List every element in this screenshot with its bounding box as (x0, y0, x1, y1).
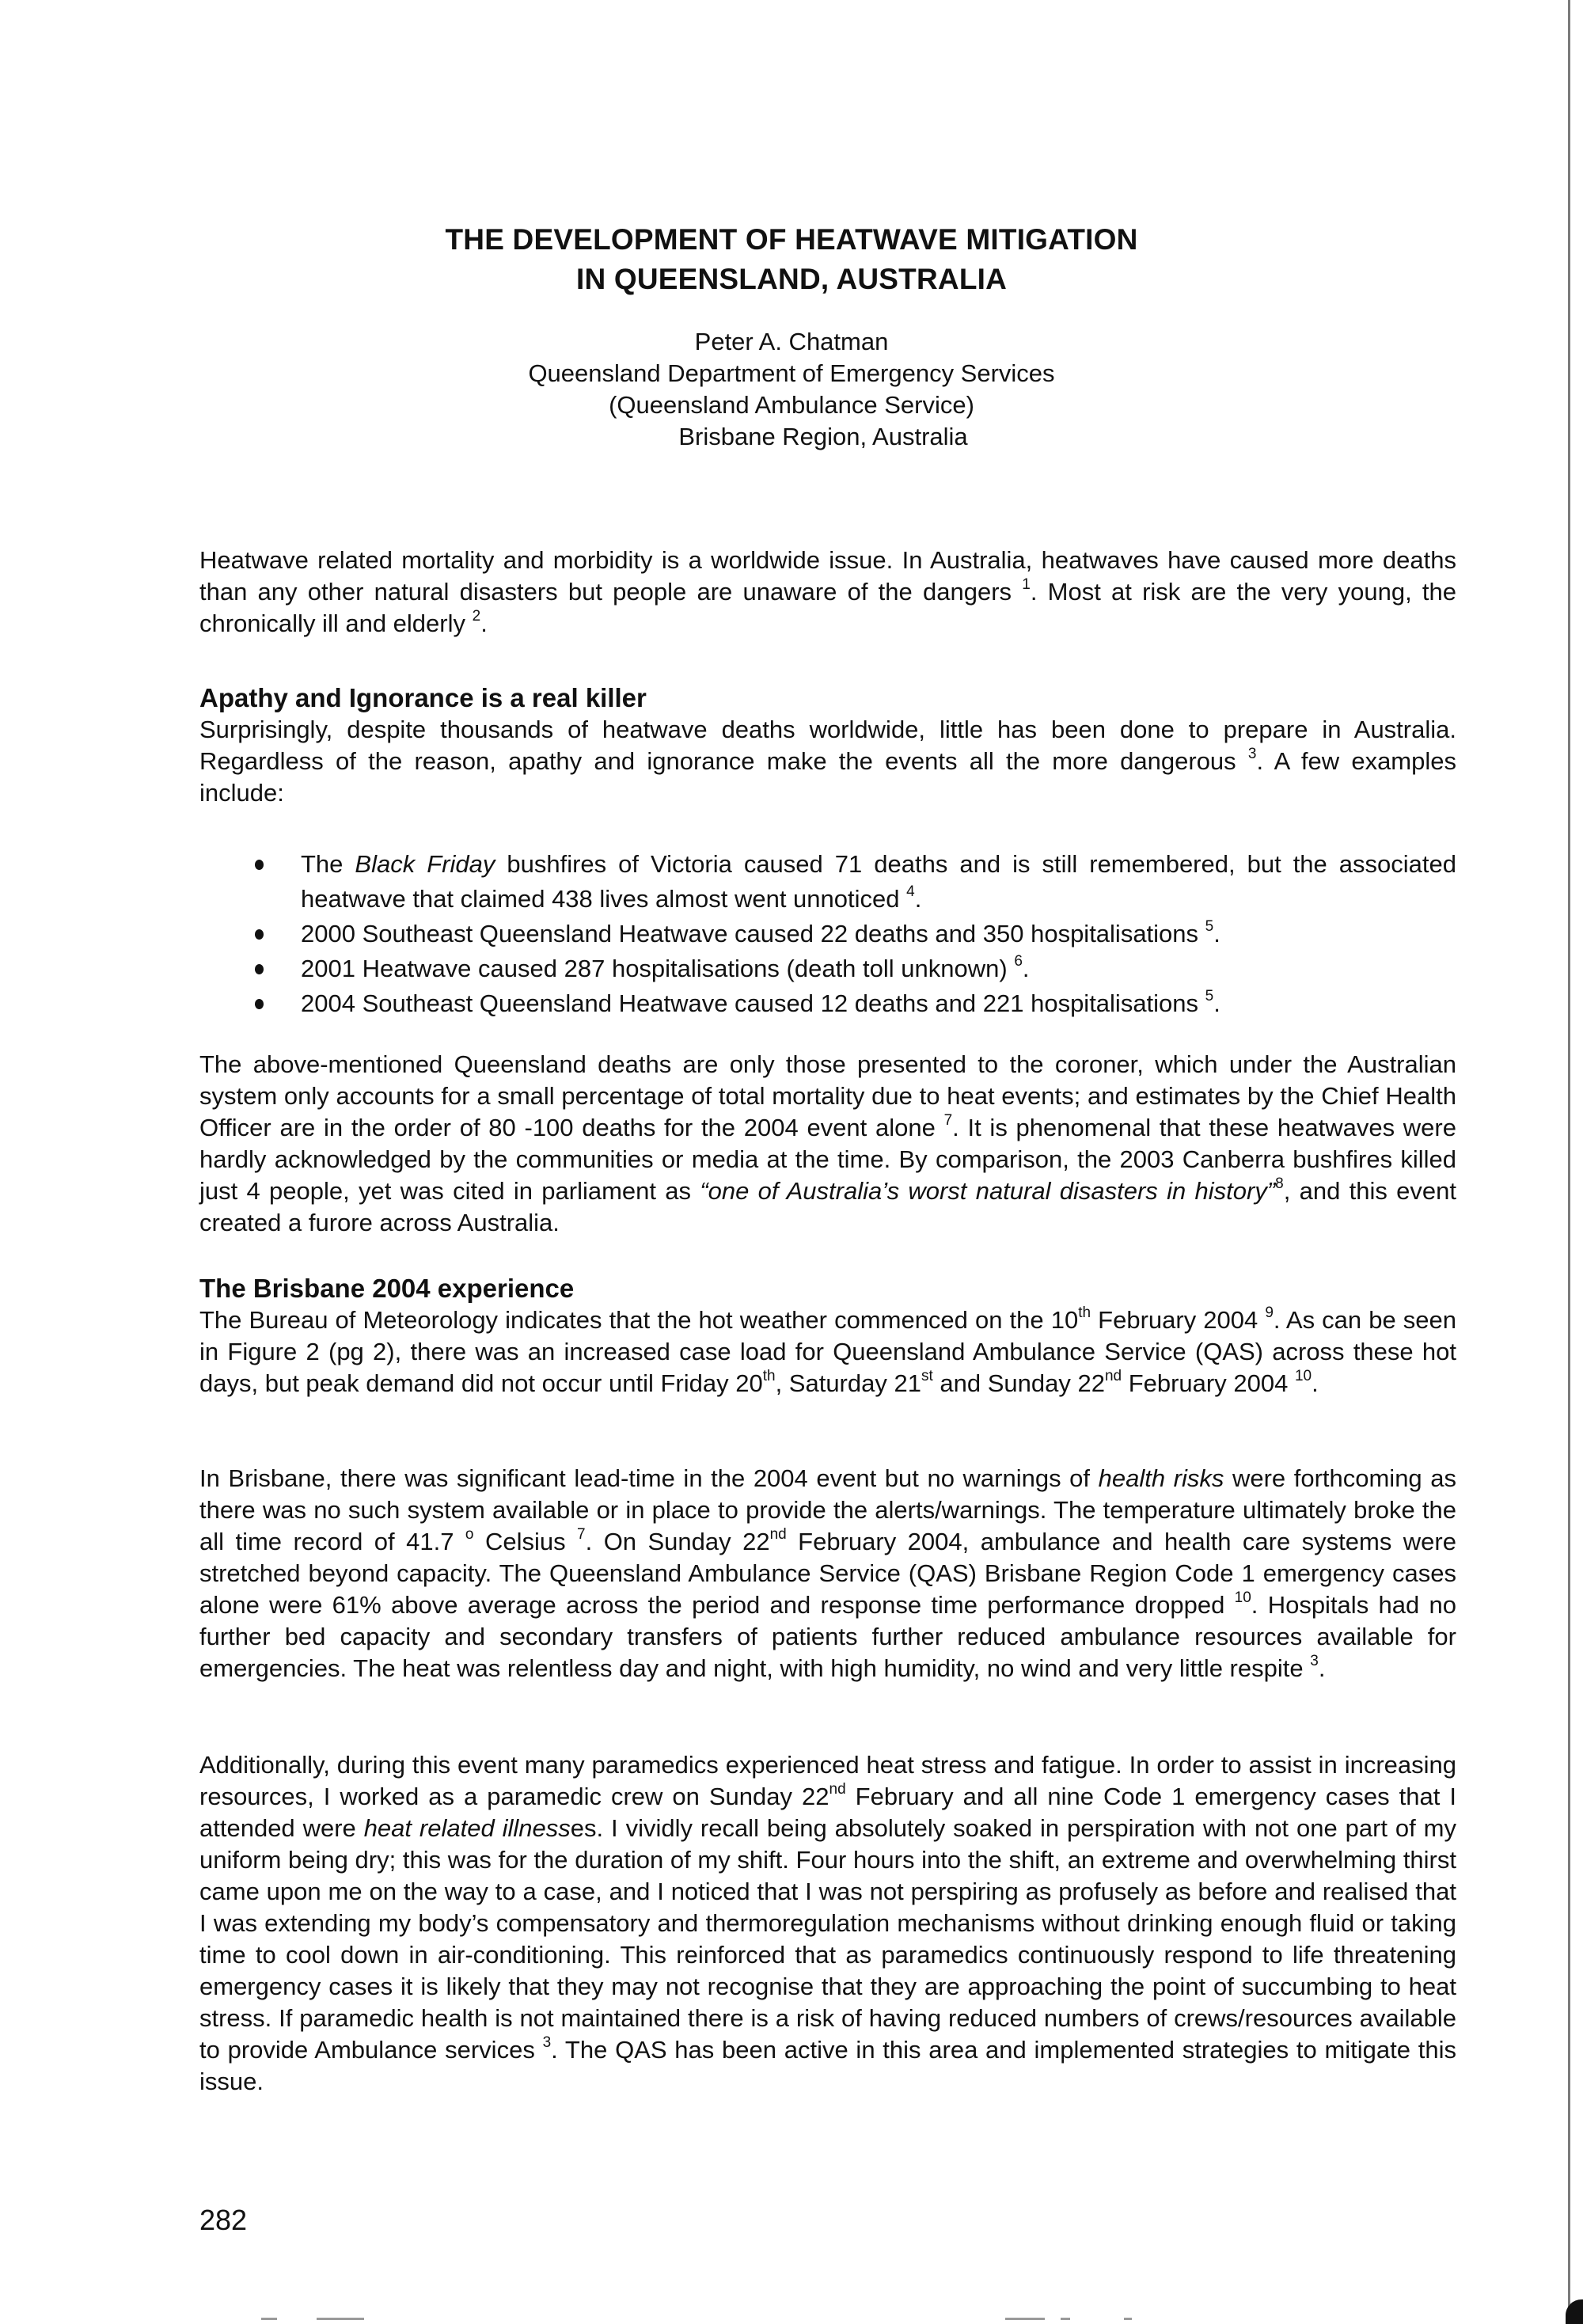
paragraph-text: Surprisingly, despite thousands of heatwave deaths worldwide, little has been done to prepare in Australia. Regardless of the reason, apathy and ignorance make the events all the more dangerous (199, 716, 1456, 775)
emphasis-text: health risks (1098, 1464, 1224, 1492)
ordinal-suffix: th (1078, 1304, 1091, 1321)
paragraph-text: In Brisbane, there was significant lead-time in the 2004 event but no warnings of (199, 1464, 1099, 1492)
list-item-text: . (1213, 920, 1220, 947)
paragraph-text: es. I vividly recall being absolutely soaked in perspiration with not one part of my uniform being dry; this was for the duration of my shift. Four hours into the shift, an extreme and overwhelming thirst came upon me on the way to a case, and I noticed that I was not perspiring as profusely as before and realised that I was extending my body’s compensatory and thermoregulation mechanisms without drinking enough fluid or taking time to cool down in air-conditioning. This reinforced that as paramedics continuously respond to life threatening emergency cases it is likely that they may not recognise that they are approaching the point of succumbing to heat stress. If paramedic health is not maintained there is a risk of having reduced numbers of crews/resources available to provide Ambulance services (199, 1814, 1457, 2064)
author-region: Brisbane Region, Australia (678, 423, 968, 450)
list-item-text: bushfires of Victoria caused 71 deaths and is still remembered, but the associated heatwave that claimed 438 lives almost went unnoticed (301, 850, 1456, 913)
citation-ref: 6 (1014, 953, 1023, 970)
author-service: (Queensland Ambulance Service) (609, 391, 974, 419)
list-item-text: . (1213, 989, 1220, 1017)
list-item (199, 917, 1456, 951)
intro-text: Heatwave related mortality and morbidity is a worldwide issue. In Australia, heatwaves have caused more deaths than any other natural disasters but people are unaware of the dangers (199, 546, 1456, 606)
list-item-text: . (914, 885, 922, 913)
author-name: Peter A. Chatman (694, 328, 889, 355)
examples-list (199, 847, 1456, 1021)
section-brisbane (199, 1273, 1456, 1399)
citation-ref: 3 (1310, 1653, 1319, 1669)
page-number: 282 (199, 2204, 248, 2236)
intro-text: . (480, 609, 488, 637)
citation-ref: 10 (1294, 1368, 1312, 1384)
paragraph-text: . On Sunday 22 (585, 1528, 770, 1555)
paragraph-text: . As can be seen in Figure 2 (pg 2), there was an increased case load for Queensland Ambulance Service (QAS) across these hot days, but peak demand did not occur until Friday 20 (199, 1306, 1456, 1397)
citation-ref: 3 (542, 2034, 552, 2051)
list-item-italic: Black Friday (355, 850, 495, 878)
paragraph-text: . A few examples include: (199, 747, 1456, 807)
ordinal-suffix: st (921, 1368, 933, 1384)
paragraph-text: , and this event created a furore across Australia. (199, 1177, 1456, 1236)
paragraph-text: The above-mentioned Queensland deaths are only those presented to the coroner, which under the Australian system only accounts for a small percentage of total mortality due to heat events; and estimates by the Chief Health Officer are in the order of 80 -100 deaths for the 2004 event alone (199, 1050, 1456, 1141)
ordinal-suffix: nd (769, 1526, 787, 1543)
section-apathy (199, 682, 1456, 809)
list-item-text: The (301, 850, 355, 878)
author-department: Queensland Department of Emergency Services (528, 359, 1055, 387)
list-item-text: 2000 Southeast Queensland Heatwave caused 22 deaths and 350 hospitalisations (301, 920, 1205, 947)
list-item-text: 2004 Southeast Queensland Heatwave caused 12 deaths and 221 hospitalisations (301, 989, 1205, 1017)
paragraph-text: , Saturday 21 (775, 1369, 921, 1397)
citation-ref: 8 (1275, 1175, 1284, 1192)
intro-paragraph (199, 545, 1456, 640)
degree-symbol: o (465, 1526, 474, 1543)
paragraph-text: February and all nine Code 1 emergency cases that I attended were (199, 1783, 1456, 1842)
title-line-1: THE DEVELOPMENT OF HEATWAVE MITIGATION (445, 223, 1138, 256)
list-item (199, 986, 1456, 1021)
paragraph-text: The Bureau of Meteorology indicates that the hot weather commenced on the 10 (199, 1306, 1079, 1334)
list-item (199, 951, 1456, 986)
ordinal-suffix: th (762, 1368, 776, 1384)
intro-text: . Most at risk are the very young, the chronically ill and elderly (199, 578, 1456, 637)
list-item-text: 2001 Heatwave caused 287 hospitalisations (death toll unknown) (301, 955, 1015, 982)
paragraph-text: . The QAS has been active in this area and implemented strategies to mitigate this issue. (199, 2036, 1456, 2095)
paragraph-text: were forthcoming as there was no such system available or in place to provide the alerts/warnings. The temperature ultimately broke the all time record of 41.7 (199, 1464, 1456, 1555)
paragraph-text: Celsius (473, 1528, 578, 1555)
citation-ref: 7 (943, 1112, 953, 1129)
author-block (0, 326, 1583, 453)
paragraph-text: . Hospitals had no further bed capacity and secondary transfers of patients further reduced ambulance resources available for emergencies. The heat was relentless day and night, with high humidity, no wind and very little respite (199, 1591, 1456, 1682)
paragraph-text: Additionally, during this event many paramedics experienced heat stress and fatigue. In order to assist in increasing resources, I worked as a paramedic crew on Sunday 22 (199, 1751, 1456, 1810)
citation-ref: 5 (1205, 988, 1214, 1004)
citation-ref: 5 (1205, 918, 1214, 935)
section-heading: Apathy and Ignorance is a real killer (199, 683, 647, 712)
paragraph-text: and Sunday 22 (932, 1369, 1105, 1397)
paragraph-text: February 2004 (1091, 1306, 1266, 1334)
ordinal-suffix: nd (1104, 1368, 1122, 1384)
title-line-2: IN QUEENSLAND, AUSTRALIA (575, 263, 1008, 295)
citation-ref: 1 (1022, 576, 1031, 593)
list-item (199, 847, 1456, 917)
section-paragraph (199, 714, 1456, 809)
bullet-icon (255, 964, 264, 974)
paragraph-text: February 2004 (1122, 1369, 1295, 1397)
citation-ref: 3 (1247, 746, 1257, 762)
emphasis-text: heat related illness (363, 1814, 571, 1842)
paragraph-text: . (1318, 1654, 1326, 1682)
section-heading: The Brisbane 2004 experience (199, 1274, 575, 1303)
ordinal-suffix: nd (829, 1781, 846, 1798)
bullet-icon (255, 999, 264, 1009)
followup-paragraph (199, 1049, 1456, 1239)
list-item-text: . (1022, 955, 1030, 982)
paragraph-text: February 2004, ambulance and health care systems were stretched beyond capacity. The Queensland Ambulance Service (QAS) Brisbane Region Code 1 emergency cases alone were 61% above average across the period and response time performance dropped (199, 1528, 1456, 1619)
brisbane-paragraph-2 (199, 1463, 1456, 1684)
bullet-icon (255, 929, 264, 940)
citation-ref: 7 (577, 1526, 586, 1543)
citation-ref: 4 (906, 883, 915, 900)
brisbane-paragraph-3 (199, 1749, 1456, 2098)
paper-title (0, 220, 1583, 299)
citation-ref: 9 (1265, 1304, 1274, 1321)
citation-ref: 2 (472, 608, 481, 625)
scan-bottom-marks (0, 2318, 1567, 2321)
citation-ref: 10 (1234, 1589, 1251, 1606)
paragraph-text: . It is phenomenal that these heatwaves were hardly acknowledged by the communities or media at the time. By comparison, the 2003 Canberra bushfires killed just 4 people, yet was cited in parliament as (199, 1114, 1456, 1205)
parliament-quote: “one of Australia’s worst natural disasters in history” (700, 1177, 1276, 1205)
bullet-icon (255, 860, 264, 870)
paragraph-text: . (1312, 1369, 1319, 1397)
section-paragraph (199, 1304, 1456, 1399)
